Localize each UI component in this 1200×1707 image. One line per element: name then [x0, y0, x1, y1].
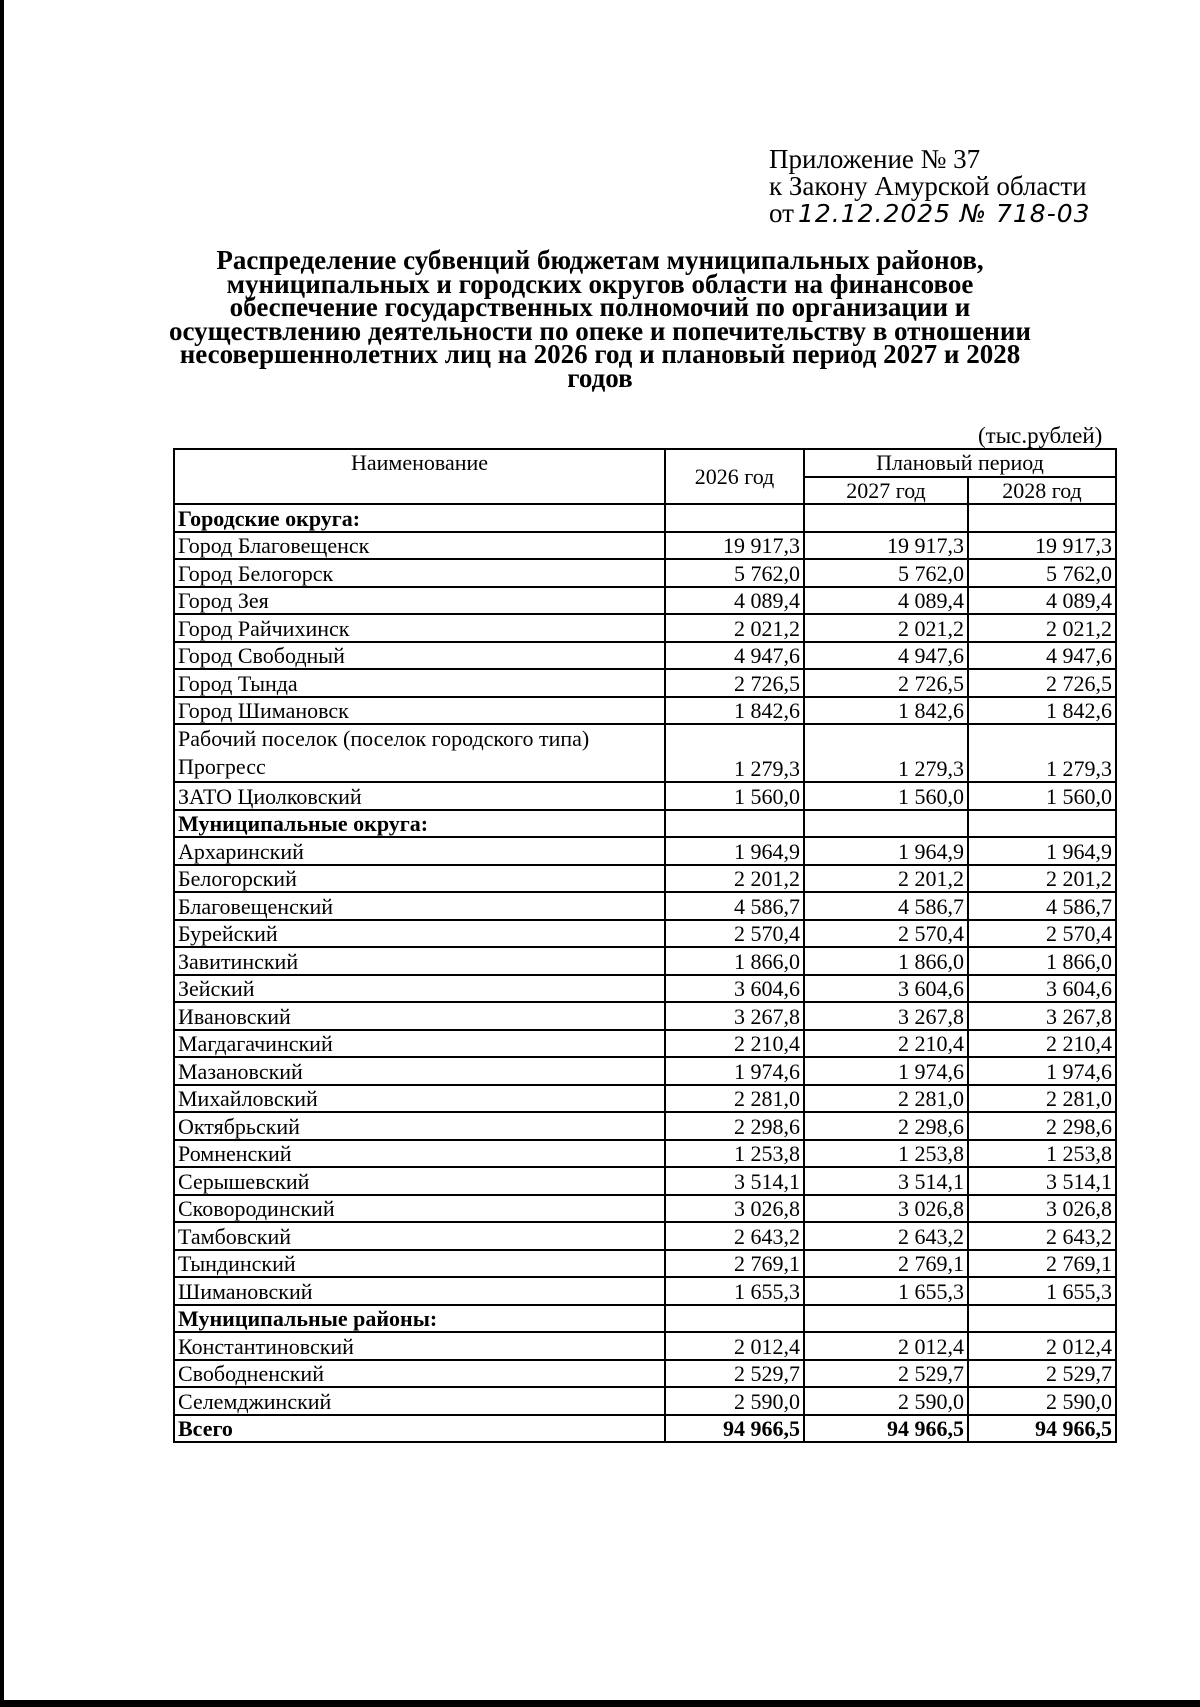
header-planned-period: Плановый период — [804, 449, 1116, 477]
cell-2028: 5 762,0 — [968, 559, 1116, 587]
cell-name: Селемджинский — [174, 1387, 665, 1415]
cell-2027: 2 590,0 — [804, 1387, 968, 1415]
cell-2028: 3 267,8 — [968, 1002, 1116, 1030]
cell-2026: 19 917,3 — [665, 532, 804, 560]
table-row — [174, 1332, 1116, 1360]
cell-name: Архаринский — [174, 837, 665, 865]
table-row — [174, 532, 1116, 560]
cell-2028: 2 281,0 — [968, 1085, 1116, 1113]
cell-name: Завитинский — [174, 947, 665, 975]
table-header-row — [174, 449, 1116, 477]
cell-2026: 1 974,6 — [665, 1057, 804, 1085]
cell-2026: 4 947,6 — [665, 642, 804, 670]
cell-2028: 2 769,1 — [968, 1250, 1116, 1278]
cell-name: Тамбовский — [174, 1222, 665, 1250]
cell-name: Городские округа: — [174, 504, 665, 532]
header-2026: 2026 год — [665, 449, 804, 504]
title-line: годов — [567, 362, 633, 393]
cell-name: Муниципальные районы: — [174, 1305, 665, 1333]
total-row — [174, 1415, 1116, 1443]
cell-name: Сковородинский — [174, 1195, 665, 1223]
cell-2026: 2 769,1 — [665, 1250, 804, 1278]
cell-name: Город Белогорск — [174, 559, 665, 587]
table-row — [174, 559, 1116, 587]
cell-2028 — [968, 504, 1116, 532]
cell-name: Магдагачинский — [174, 1030, 665, 1058]
cell-name: Серышевский — [174, 1167, 665, 1195]
cell-name: Октябрьский — [174, 1112, 665, 1140]
cell-2026: 4 089,4 — [665, 587, 804, 615]
cell-2027: 2 726,5 — [804, 669, 968, 697]
cell-2027 — [804, 810, 968, 838]
handwritten-date-number: 12.12.2025 № 718-03 — [797, 199, 1091, 228]
cell-2028: 2 590,0 — [968, 1387, 1116, 1415]
section-row — [174, 1305, 1116, 1333]
table-row — [174, 837, 1116, 865]
cell-2026: 94 966,5 — [665, 1415, 804, 1443]
title-line: муниципальных и городских округов области на финансовое — [226, 268, 974, 299]
cell-name: Свободненский — [174, 1360, 665, 1388]
table-row — [174, 669, 1116, 697]
table-row — [174, 865, 1116, 893]
section-row — [174, 810, 1116, 838]
cell-2027 — [804, 1305, 968, 1333]
cell-2028: 19 917,3 — [968, 532, 1116, 560]
annex-block — [769, 146, 1091, 227]
cell-name: Город Тында — [174, 669, 665, 697]
cell-2026: 2 570,4 — [665, 920, 804, 948]
cell-2027: 1 655,3 — [804, 1277, 968, 1305]
cell-2026: 5 762,0 — [665, 559, 804, 587]
cell-name: Михайловский — [174, 1085, 665, 1113]
cell-2027: 19 917,3 — [804, 532, 968, 560]
cell-2026: 2 726,5 — [665, 669, 804, 697]
cell-2027: 5 762,0 — [804, 559, 968, 587]
cell-2026: 3 604,6 — [665, 975, 804, 1003]
header-2028: 2028 год — [968, 477, 1116, 505]
table-row — [174, 920, 1116, 948]
cell-name: Белогорский — [174, 865, 665, 893]
cell-2026: 1 279,3 — [665, 724, 804, 782]
cell-2026: 2 210,4 — [665, 1030, 804, 1058]
table-row — [174, 782, 1116, 810]
section-row — [174, 504, 1116, 532]
cell-2026: 2 012,4 — [665, 1332, 804, 1360]
table-row — [174, 892, 1116, 920]
cell-2027: 2 210,4 — [804, 1030, 968, 1058]
table-row — [174, 1360, 1116, 1388]
cell-2027: 1 842,6 — [804, 697, 968, 725]
table-row — [174, 975, 1116, 1003]
cell-2028: 2 570,4 — [968, 920, 1116, 948]
cell-2028: 1 560,0 — [968, 782, 1116, 810]
cell-2027: 2 012,4 — [804, 1332, 968, 1360]
table-row — [174, 1057, 1116, 1085]
table-row — [174, 614, 1116, 642]
cell-2026: 1 560,0 — [665, 782, 804, 810]
cell-2028: 2 201,2 — [968, 865, 1116, 893]
cell-2027: 2 643,2 — [804, 1222, 968, 1250]
cell-2027 — [804, 504, 968, 532]
cell-name: Благовещенский — [174, 892, 665, 920]
cell-2027: 3 604,6 — [804, 975, 968, 1003]
cell-2027: 1 560,0 — [804, 782, 968, 810]
cell-2026: 3 026,8 — [665, 1195, 804, 1223]
title-line: осуществлению деятельности по опеке и попечительству в отношении — [169, 315, 1031, 346]
cell-name: Всего — [174, 1415, 665, 1443]
table-row — [174, 1030, 1116, 1058]
table-row — [174, 947, 1116, 975]
cell-name: Ивановский — [174, 1002, 665, 1030]
cell-2028: 1 866,0 — [968, 947, 1116, 975]
cell-2026: 1 866,0 — [665, 947, 804, 975]
table-row — [174, 1085, 1116, 1113]
cell-2028: 2 529,7 — [968, 1360, 1116, 1388]
table-row — [174, 587, 1116, 615]
cell-2027: 1 964,9 — [804, 837, 968, 865]
cell-2027: 4 089,4 — [804, 587, 968, 615]
cell-2026: 2 281,0 — [665, 1085, 804, 1113]
cell-2027: 3 267,8 — [804, 1002, 968, 1030]
cell-2028: 3 026,8 — [968, 1195, 1116, 1223]
cell-2028: 1 964,9 — [968, 837, 1116, 865]
subventions-table — [173, 448, 1117, 1443]
title-line: несовершеннолетних лиц на 2026 год и плановый период 2027 и 2028 — [179, 339, 1021, 369]
cell-2026: 3 514,1 — [665, 1167, 804, 1195]
annex-date-prefix: от — [769, 198, 794, 228]
cell-name: Константиновский — [174, 1332, 665, 1360]
document-title — [150, 245, 1050, 393]
cell-2026: 2 590,0 — [665, 1387, 804, 1415]
cell-name: Город Шимановск — [174, 697, 665, 725]
cell-2027: 2 281,0 — [804, 1085, 968, 1113]
cell-2028: 1 655,3 — [968, 1277, 1116, 1305]
cell-2027: 2 021,2 — [804, 614, 968, 642]
cell-2027: 3 514,1 — [804, 1167, 968, 1195]
cell-2027: 1 866,0 — [804, 947, 968, 975]
table-row — [174, 1195, 1116, 1223]
cell-name: Город Райчихинск — [174, 614, 665, 642]
cell-name: Зейский — [174, 975, 665, 1003]
table-row — [174, 1112, 1116, 1140]
annex-law: к Закону Амурской области — [769, 171, 1087, 201]
cell-2028: 1 842,6 — [968, 697, 1116, 725]
table-row — [174, 1002, 1116, 1030]
table-row — [174, 1387, 1116, 1415]
cell-name: Ромненский — [174, 1140, 665, 1168]
title-line: обеспечение государственных полномочий по организации и — [229, 292, 971, 322]
cell-name: Город Зея — [174, 587, 665, 615]
table-row — [174, 1250, 1116, 1278]
cell-2028: 1 253,8 — [968, 1140, 1116, 1168]
cell-2027: 2 298,6 — [804, 1112, 968, 1140]
header-2027: 2027 год — [804, 477, 968, 505]
cell-2026: 1 964,9 — [665, 837, 804, 865]
cell-2026: 1 253,8 — [665, 1140, 804, 1168]
cell-2028: 2 021,2 — [968, 614, 1116, 642]
cell-2028: 94 966,5 — [968, 1415, 1116, 1443]
cell-2028: 2 210,4 — [968, 1030, 1116, 1058]
cell-2026: 2 298,6 — [665, 1112, 804, 1140]
cell-2028: 4 947,6 — [968, 642, 1116, 670]
cell-2026: 2 529,7 — [665, 1360, 804, 1388]
cell-2026: 3 267,8 — [665, 1002, 804, 1030]
cell-2028 — [968, 1305, 1116, 1333]
cell-2026 — [665, 504, 804, 532]
title-line: Распределение субвенций бюджетам муниципальных районов, — [216, 245, 984, 275]
cell-2026: 1 842,6 — [665, 697, 804, 725]
cell-2028: 2 012,4 — [968, 1332, 1116, 1360]
table-row — [174, 724, 1116, 782]
cell-2027: 1 253,8 — [804, 1140, 968, 1168]
table-row — [174, 1222, 1116, 1250]
cell-2028: 1 279,3 — [968, 724, 1116, 782]
cell-2026 — [665, 1305, 804, 1333]
cell-name: Тындинский — [174, 1250, 665, 1278]
scan-edge-left — [0, 0, 4, 1707]
cell-2027: 1 279,3 — [804, 724, 968, 782]
cell-name: Рабочий поселок (поселок городского типа) Прогресс — [174, 724, 665, 782]
table-row — [174, 642, 1116, 670]
header-name: Наименование — [174, 449, 665, 504]
cell-2027: 2 201,2 — [804, 865, 968, 893]
cell-2028: 2 643,2 — [968, 1222, 1116, 1250]
cell-2027: 3 026,8 — [804, 1195, 968, 1223]
cell-2027: 94 966,5 — [804, 1415, 968, 1443]
cell-2027: 4 586,7 — [804, 892, 968, 920]
table-row — [174, 1140, 1116, 1168]
cell-2026: 1 655,3 — [665, 1277, 804, 1305]
cell-name: Город Свободный — [174, 642, 665, 670]
cell-2027: 4 947,6 — [804, 642, 968, 670]
cell-2027: 2 570,4 — [804, 920, 968, 948]
cell-name: Мазановский — [174, 1057, 665, 1085]
cell-2027: 2 769,1 — [804, 1250, 968, 1278]
annex-date-line — [769, 200, 1091, 227]
cell-2026: 2 643,2 — [665, 1222, 804, 1250]
scan-edge-bottom — [0, 1700, 1200, 1707]
cell-2026: 2 021,2 — [665, 614, 804, 642]
table-body — [174, 504, 1116, 1442]
cell-2028: 3 604,6 — [968, 975, 1116, 1003]
cell-2028: 2 298,6 — [968, 1112, 1116, 1140]
cell-2027: 2 529,7 — [804, 1360, 968, 1388]
cell-2026: 4 586,7 — [665, 892, 804, 920]
cell-2028 — [968, 810, 1116, 838]
cell-2028: 1 974,6 — [968, 1057, 1116, 1085]
cell-2026: 2 201,2 — [665, 865, 804, 893]
cell-2028: 2 726,5 — [968, 669, 1116, 697]
cell-2027: 1 974,6 — [804, 1057, 968, 1085]
unit-label: (тыс.рублей) — [978, 423, 1103, 448]
cell-name: ЗАТО Циолковский — [174, 782, 665, 810]
table-row — [174, 697, 1116, 725]
cell-2028: 4 089,4 — [968, 587, 1116, 615]
table-row — [174, 1277, 1116, 1305]
cell-name: Город Благовещенск — [174, 532, 665, 560]
annex-number: Приложение № 37 — [769, 144, 981, 174]
cell-name: Муниципальные округа: — [174, 810, 665, 838]
cell-2028: 4 586,7 — [968, 892, 1116, 920]
cell-2026 — [665, 810, 804, 838]
cell-name: Шимановский — [174, 1277, 665, 1305]
cell-name: Бурейский — [174, 920, 665, 948]
cell-2028: 3 514,1 — [968, 1167, 1116, 1195]
table-row — [174, 1167, 1116, 1195]
